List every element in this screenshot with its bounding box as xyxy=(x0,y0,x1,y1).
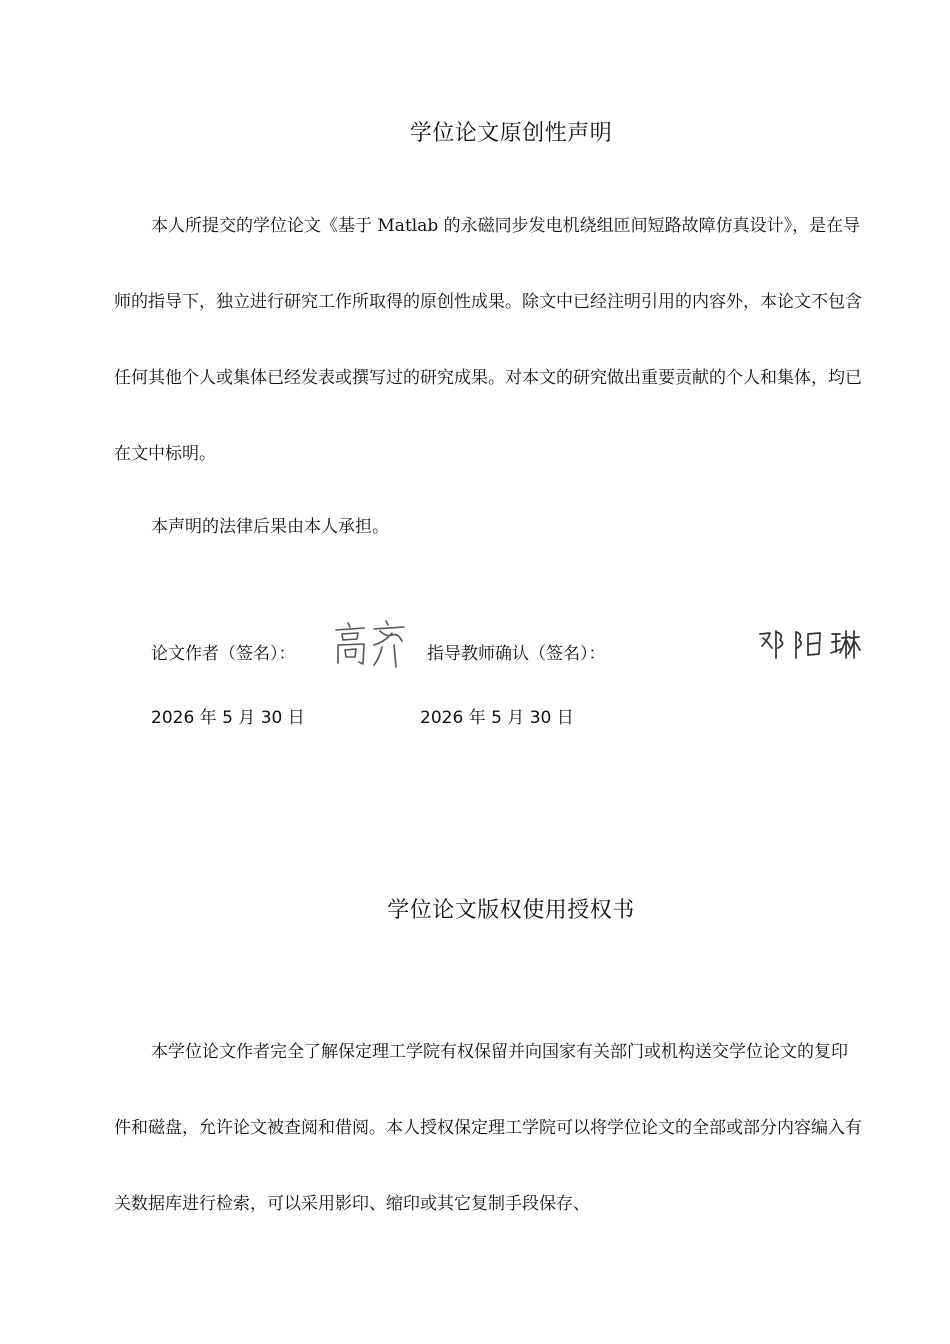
legal-statement: 本声明的法律后果由本人承担。 xyxy=(151,517,389,537)
authorization-title: 学位论文版权使用授权书 xyxy=(387,898,635,923)
declaration-text-intro: 本人所提交的学位论文 xyxy=(151,216,321,236)
author-sign-date: 2026 年 5 月 30 日 xyxy=(151,708,305,728)
advisor-signature-label: 指导教师确认（签名）： xyxy=(427,644,606,664)
thesis-title: 《基于 Matlab 的永磁同步发电机绕组匝间短路故障仿真设计》 xyxy=(321,216,793,236)
authorization-text: 本学位论文作者完全了解保定理工学院有权保留并向国家有关部门或机构送交学位论文的复印件和磁盘，允许论文被查阅和借阅。本人授权保定理工学院可以将学位论文的全部或部分内容编入有关数据库进行检索，可以采用影印、缩印或其它复制手段保存、 xyxy=(114,1042,862,1214)
declaration-title: 学位论文原创性声明 xyxy=(409,121,613,146)
advisor-handwritten-signature xyxy=(756,626,861,664)
author-signature-label: 论文作者（签名）： xyxy=(151,644,296,664)
author-handwritten-signature xyxy=(330,617,410,669)
advisor-sign-date: 2026 年 5 月 30 日 xyxy=(420,708,574,728)
declaration-text-body: ，是在导师的指导下，独立进行研究工作所取得的原创性成果。除文中已经注明引用的内容外，本论文不包含任何其他个人或集体已经发表或撰写过的研究成果。对本文的研究做出重要贡献的个人和集体，均已在文中标明。 xyxy=(114,216,862,464)
authorization-paragraph xyxy=(114,1014,864,1242)
declaration-paragraph xyxy=(114,188,864,492)
